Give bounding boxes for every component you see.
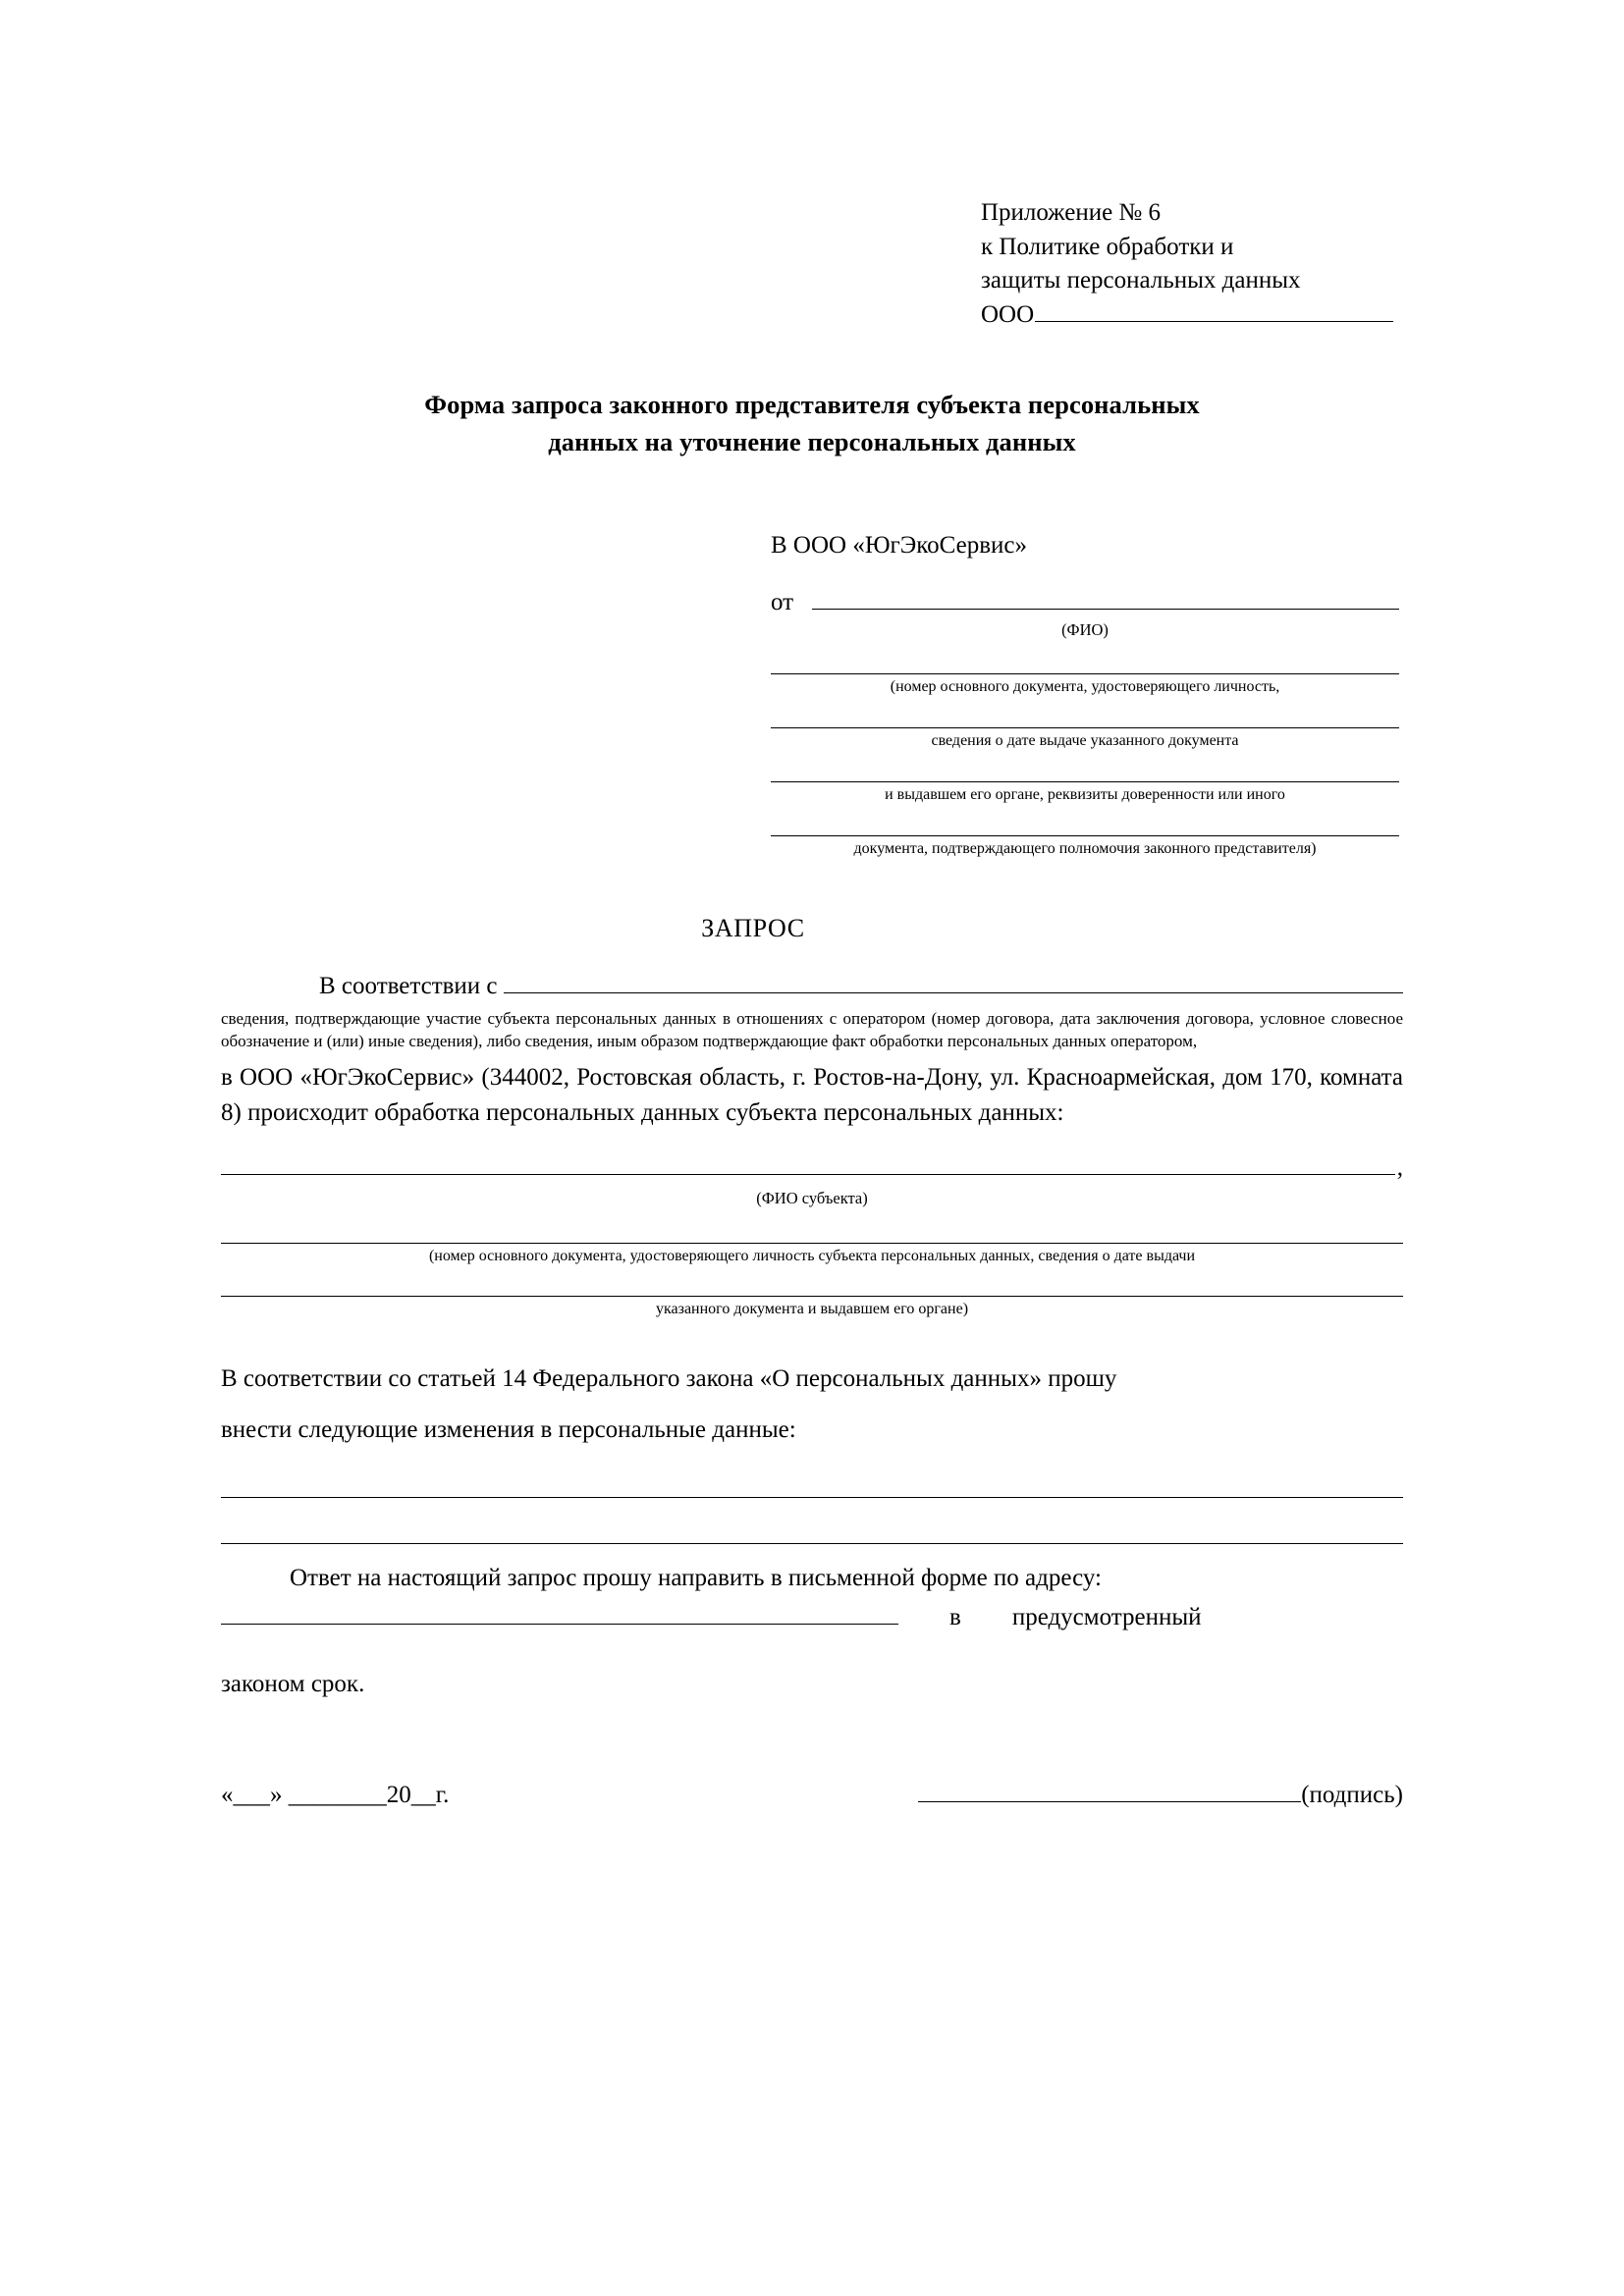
answer-word-v: в	[949, 1604, 961, 1631]
caption-document-2: сведения о дате выдаче указанного документа	[931, 732, 1239, 750]
appendix-policy-line-2: защиты персональных данных	[981, 267, 1301, 294]
page-title-line-2: данных на уточнение персональных данных	[548, 427, 1076, 457]
subject-fio-blank[interactable]	[221, 1147, 1395, 1175]
from-label: от	[771, 588, 794, 615]
applicant-document-blank-3[interactable]	[771, 760, 1399, 782]
signature-row	[221, 1778, 1403, 1813]
applicant-document-blank-2[interactable]	[771, 706, 1399, 728]
caption-fio: (ФИО)	[1061, 619, 1109, 639]
request-body	[221, 969, 1403, 1812]
subject-document-blank-2[interactable]	[221, 1274, 1403, 1297]
page-title	[221, 386, 1403, 461]
caption-subject-document-1: (номер основного документа, удостоверяющего личность субъекта персональных данных, сведения о дате выдачи	[428, 1247, 1196, 1264]
applicant-name-row	[771, 589, 1399, 616]
signature-label: (подпись)	[1301, 1782, 1403, 1809]
answer-address-row	[221, 1600, 1403, 1635]
caption-subject-document-2: указанного документа и выдавшем его органе)	[655, 1301, 969, 1318]
date-line[interactable]: «___» ________20__г.	[221, 1782, 450, 1809]
subject-document-blank-1[interactable]	[221, 1217, 1403, 1244]
compliance-blank[interactable]	[504, 973, 1403, 993]
applicant-name-blank[interactable]	[812, 589, 1399, 610]
subject-fio-row	[221, 1147, 1403, 1186]
operator-paragraph: в ООО «ЮгЭкоСервис» (344002, Ростовская область, г. Ростов-на-Дону, ул. Красноармейская, дом 170, комната 8) происходит обработка персональных данных субъекта персональных данных:	[221, 1064, 1403, 1126]
request-heading: ЗАПРОС	[701, 914, 805, 943]
caption-document-3: и выдавшем его органе, реквизиты доверенности или иного	[885, 785, 1285, 803]
subject-fio-comma: ,	[1396, 1153, 1403, 1181]
appendix-org-prefix: ООО	[981, 300, 1035, 328]
applicant-document-blank-4[interactable]	[771, 814, 1399, 836]
applicant-document-blank-1[interactable]	[771, 648, 1399, 674]
appendix-org-blank[interactable]	[1035, 301, 1393, 322]
signature-area	[918, 1778, 1403, 1813]
compliance-row	[221, 969, 1403, 1004]
answer-paragraph: Ответ на настоящий запрос прошу направить в письменной форме по адресу:	[290, 1564, 1102, 1591]
caption-document-1: (номер основного документа, удостоверяющего личность,	[890, 678, 1280, 696]
appendix-reference	[981, 196, 1393, 332]
changes-blank-1[interactable]	[221, 1468, 1403, 1498]
appendix-policy-line-1: к Политике обработки и	[981, 233, 1234, 260]
law-paragraph-line-2: внести следующие изменения в персональные данные:	[221, 1415, 796, 1443]
answer-address-blank[interactable]	[221, 1602, 898, 1625]
answer-word-provided: предусмотренный	[1011, 1604, 1202, 1631]
appendix-org-line	[981, 298, 1393, 333]
addressee-organization: В ООО «ЮгЭкоСервис»	[771, 531, 1028, 559]
addressee-block	[771, 532, 1399, 860]
appendix-number: Приложение № 6	[981, 199, 1162, 226]
law-paragraph-line-1: В соответствии со статьей 14 Федерального закона «О персональных данных» прошу	[221, 1365, 1117, 1393]
signature-blank[interactable]	[918, 1782, 1301, 1802]
fineprint-note: сведения, подтверждающие участие субъекта персональных данных в отношениях с оператором (номер договора, дата заключения договора, условное словесное обозначение и (или) иные сведения), либо сведения, иным образом подтверждающие факт обработки персональных данных оператором,	[221, 1008, 1403, 1050]
compliance-label: В соответствии с	[319, 973, 498, 1000]
changes-blank-2[interactable]	[221, 1514, 1403, 1544]
answer-term-tail: законом срок.	[221, 1670, 365, 1697]
page-title-line-1: Форма запроса законного представителя субъекта персональных	[424, 390, 1200, 419]
caption-document-4: документа, подтверждающего полномочия законного представителя)	[853, 839, 1317, 857]
caption-subject-fio: (ФИО субъекта)	[756, 1189, 868, 1208]
